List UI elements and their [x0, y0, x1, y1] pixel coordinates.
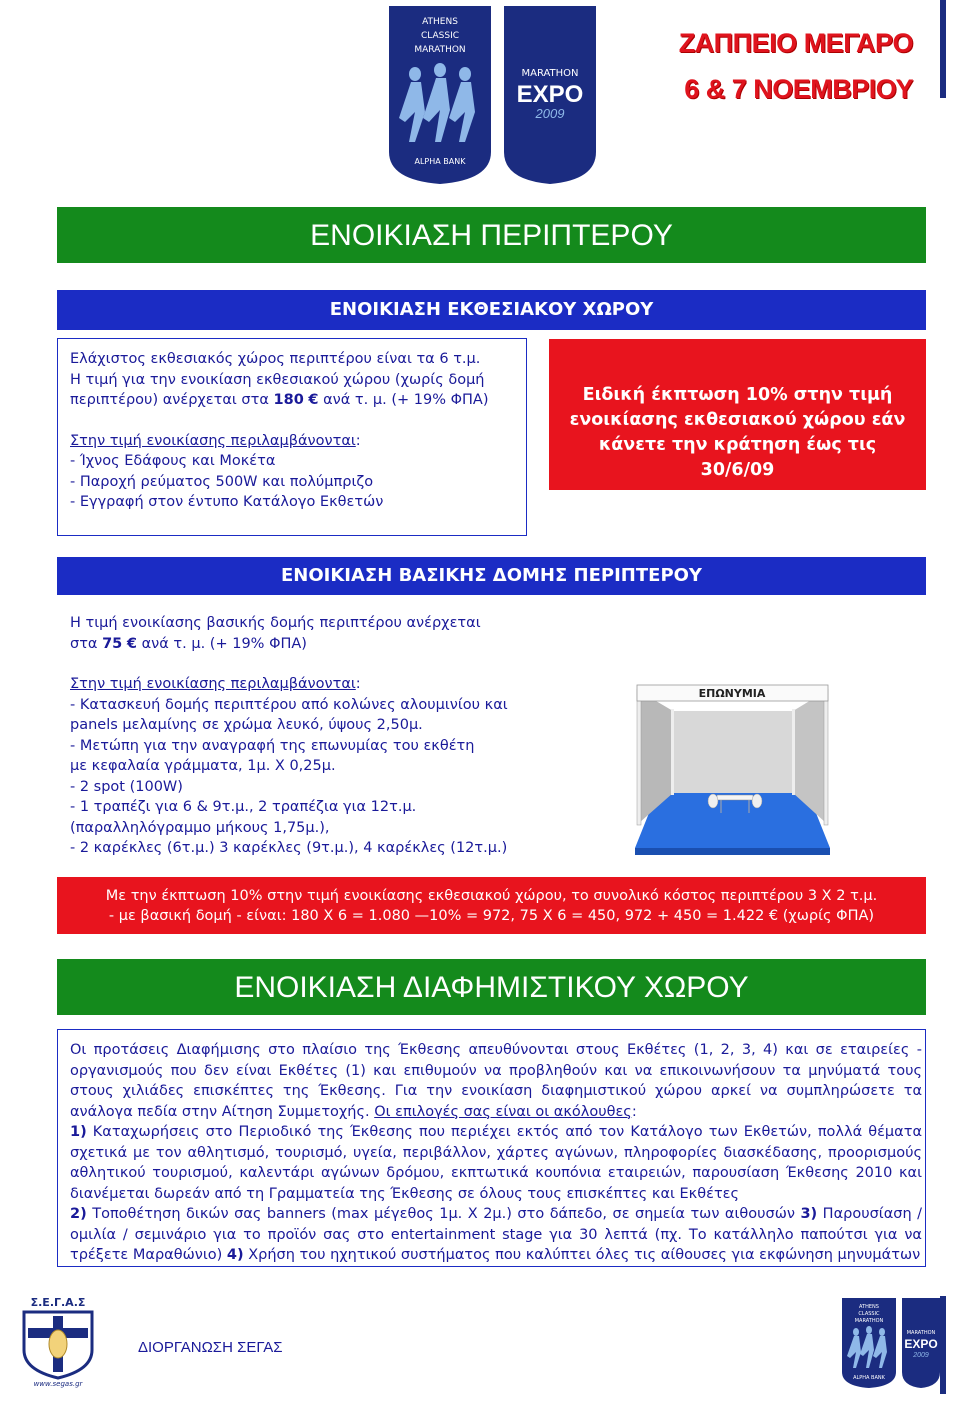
- include-item: - Μετώπη για την αναγραφή της επωνυμίας του εκθέτη: [70, 737, 475, 754]
- right-edge-rule: [940, 0, 946, 98]
- subsection-title-basic-structure: ΕΝΟΙΚΙΑΣΗ ΒΑΣΙΚΗΣ ΔΟΜΗΣ ΠΕΡΙΠΤΕΡΟΥ: [57, 557, 926, 595]
- min-space-text: Ελάχιστος εκθεσιακός χώρος περιπτέρου είναι τα 6 τ.μ.: [70, 351, 481, 367]
- svg-text:www.segas.gr: www.segas.gr: [33, 1380, 83, 1388]
- include-item: - Κατασκευή δομής περιπτέρου από κολώνες αλουμινίου και: [70, 696, 508, 713]
- include-item: - 1 τραπέζι για 6 & 9τ.μ., 2 τραπέζια για 12τ.μ.: [70, 799, 417, 815]
- svg-text:MARATHON: MARATHON: [414, 45, 466, 55]
- svg-text:2009: 2009: [535, 106, 565, 121]
- structure-price-line1: Η τιμή ενοικίασης βασικής δομής περιπτέρου ανέρχεται: [70, 615, 481, 631]
- discount-line: κάνετε την κράτηση έως τις: [598, 435, 877, 455]
- athens-marathon-logo: [385, 2, 495, 186]
- option-number: 1): [70, 1124, 87, 1140]
- option-number: 4): [226, 1247, 244, 1263]
- includes-heading: Στην τιμή ενοικίασης περιλαμβάνονται:: [70, 432, 361, 449]
- option-text: Παρουσίαση / ομιλία / σεμινάριο για το προϊόν σας στο entertainment stage για 30 λεπτά (πχ. Το κατάλληλο παπούτσι για να τρέξετε Μαραθώνιο): [70, 1206, 923, 1263]
- include-item: - Ίχνος Εδάφους και Μοκέτα: [70, 453, 276, 469]
- booth-illustration: [633, 683, 832, 864]
- price-text-line2: περιπτέρου) ανέρχεται στα 180 € ανά τ. μ. (+ 19% ΦΠΑ): [70, 392, 489, 408]
- ad-space-text: Οι προτάσεις Διαφήμισης στο πλαίσιο της Έκθεσης απευθύνονται στους Εκθέτες (1, 2, 3, 4) και σε εταιρείες - οργανισμούς που δεν είναι Εκθέτες (1) και επιθυμούν να προβληθούν και να επικοινωνήσουν τα μηνύματά τους στους χιλιάδες επισκέπτες της Έκθεσης. Για την ενοικίαση διαφημιστικού χώρου αρκεί να συμπληρώσετε τα ανάλογα πεδία στην Αίτηση Συμμετοχής. Οι επιλογές σας είναι οι ακόλουθες: 1) Καταχωρήσεις στο Περιοδικό της Έκθεσης που περιέχει εκτός από τον Κατάλογο των Εκθετών, πολλά θέματα σχετικά με τον αθλητισμό, τουρισμό, υγεία, περιβάλλον, χάρτες αγώνων, πληροφορίες διασκέδασης, προορισμούς αθλητικού τουρισμού, καλεντάρι αγώνων δρόμου, εκπτωτικά κουπόνια εταιρειών, παρουσίαση Έκθεσης 2010 και διανέμεται δωρεάν από τη Γραμματεία της Έκθεσης σε όλους τους επισκέπτες και Εκθέτες 2) Τοποθέτηση δικών σας banners (max μέγεθος 1μ. Χ 2μ.) στο δάπεδο, σε σημεία των αιθουσών 3) Παρουσίαση / ομιλία / σεμινάριο για το προϊόν σας στο entertainment stage για 30 λεπτά (πχ. Το κατάλληλο παπούτσι για να τρέξετε Μαραθώνιο) 4) Χρήση του ηχητικού συστήματος που καλύπτει όλες τις αίθουσες για εκφώνηση μηνυμάτων: [70, 1042, 923, 1263]
- space-price: 180: [273, 392, 304, 408]
- subsection-title-space-rental: ΕΝΟΙΚΙΑΣΗ ΕΚΘΕΣΙΑΚΟΥ ΧΩΡΟΥ: [57, 290, 926, 330]
- total-cost-note: [57, 877, 926, 934]
- svg-text:ATHENS: ATHENS: [859, 1304, 879, 1310]
- header-dates: 6 & 7 ΝΟΕΜΒΡΙΟΥ: [684, 74, 913, 104]
- option-number: 2): [70, 1206, 87, 1222]
- svg-text:MARATHON: MARATHON: [906, 1330, 936, 1336]
- svg-text:2009: 2009: [913, 1352, 929, 1359]
- include-item: (παραλληλόγραμμο μήκους 1,75μ.),: [70, 819, 330, 836]
- marathon-expo-logo: [500, 2, 600, 186]
- option-number: 3): [800, 1206, 818, 1222]
- include-item: panels μελαμίνης σε χρώμα λευκό, ύψους 2,50μ.: [70, 717, 423, 733]
- discount-box: [549, 339, 926, 490]
- structure-price-line2: στα 75 € ανά τ. μ. (+ 19% ΦΠΑ): [70, 635, 307, 652]
- svg-text:EXPO: EXPO: [904, 1337, 938, 1351]
- euro-symbol: €: [308, 392, 319, 408]
- organizer-label: ΔΙΟΡΓΑΝΩΣΗ ΣΕΓΑΣ: [138, 1339, 283, 1356]
- svg-text:ALPHA BANK: ALPHA BANK: [414, 157, 466, 166]
- discount-line: ενοικίασης εκθεσιακού χώρου εάν: [569, 410, 906, 430]
- options-label: Οι επιλογές σας είναι οι ακόλουθες: [374, 1103, 632, 1120]
- svg-text:MARATHON: MARATHON: [521, 68, 579, 79]
- svg-text:MARATHON: MARATHON: [854, 1318, 884, 1324]
- athens-marathon-logo-small: [840, 1296, 898, 1390]
- option-text: Χρήση του ηχητικού συστήματος που καλύπτει όλες τις αίθουσες για εκφώνηση μηνυμάτων: [248, 1247, 921, 1263]
- svg-text:CLASSIC: CLASSIC: [858, 1311, 880, 1317]
- include-item: - 2 spot (100W): [70, 778, 183, 795]
- structure-price: 75: [102, 635, 123, 652]
- ad-intro: Οι προτάσεις Διαφήμισης στο πλαίσιο της Έκθεσης απευθύνονται στους Εκθέτες (1, 2, 3, 4) και σε εταιρείες - οργανισμούς που δεν είναι Εκθέτες (1) και επιθυμούν να προβληθούν και να επικοινωνήσουν τα μηνύματά τους στους χιλιάδες επισκέπτες της Έκθεσης. Για την ενοικίαση διαφημιστικού χώρου αρκεί να συμπληρώσετε τα ανάλογα πεδία στην Αίτηση Συμμετοχής.: [70, 1042, 922, 1120]
- svg-text:ATHENS: ATHENS: [422, 17, 458, 27]
- space-rental-text: [70, 349, 520, 513]
- include-item: - Παροχή ρεύματος 500W και πολύμπριζο: [70, 473, 374, 490]
- svg-text:EXPO: EXPO: [516, 81, 584, 108]
- price-text-line1: Η τιμή για την ενοικίαση εκθεσιακού χώρου (χωρίς δομή: [70, 371, 485, 388]
- include-item: - 2 καρέκλες (6τ.μ.) 3 καρέκλες (9τ.μ.), 4 καρέκλες (12τ.μ.): [70, 840, 508, 856]
- segas-logo: [10, 1294, 106, 1388]
- include-item: - Εγγραφή στον έντυπο Κατάλογο Εκθετών: [70, 494, 384, 510]
- svg-text:CLASSIC: CLASSIC: [420, 31, 460, 41]
- svg-text:Σ.Ε.Γ.Α.Σ: Σ.Ε.Γ.Α.Σ: [30, 1296, 86, 1309]
- discount-date: 30/6/09: [700, 460, 775, 480]
- euro-symbol: €: [126, 635, 137, 652]
- basic-structure-text: [70, 613, 540, 859]
- header-venue: ΖΑΠΠΕΙΟ ΜΕΓΑΡΟ: [678, 28, 913, 58]
- cost-note-line1: Με την έκπτωση 10% στην τιμή ενοικίασης εκθεσιακού χώρου, το συνολικό κόστος περιπτέρου 3 Χ 2 τ.μ.: [105, 888, 878, 904]
- section-title-booth-rental: ΕΝΟΙΚΙΑΣΗ ΠΕΡΙΠΤΕΡΟΥ: [57, 207, 926, 263]
- discount-line: Ειδική έκπτωση 10% στην τιμή: [582, 385, 893, 405]
- svg-text:ΕΠΩΝΥΜΙΑ: ΕΠΩΝΥΜΙΑ: [698, 687, 766, 700]
- includes-heading: Στην τιμή ενοικίασης περιλαμβάνονται:: [70, 676, 361, 692]
- svg-text:ALPHA BANK: ALPHA BANK: [853, 1375, 885, 1381]
- option-text: Καταχωρήσεις στο Περιοδικό της Έκθεσης που περιέχει εκτός από τον Κατάλογο των Εκθετών, πολλά θέματα σχετικά με τον αθλητισμό, τουρισμό, υγεία, περιβάλλον, χάρτες αγώνων, πληροφορίες διασκέδασης, προορισμούς αθλητικού τουρισμού, καλεντάρι αγώνων δρόμου, εκπτωτικά κουπόνια εταιρειών, παρουσίαση Έκθεσης 2010 και διανέμεται δωρεάν από τη Γραμματεία της Έκθεσης σε όλους τους επισκέπτες και Εκθέτες: [70, 1124, 922, 1202]
- cost-note-line2: - με βασική δομή - είναι: 180 Χ 6 = 1.080 —10% = 972, 75 Χ 6 = 450, 972 + 450 = 1.422 € (χωρίς ΦΠΑ): [108, 907, 875, 924]
- section-title-ad-space: ΕΝΟΙΚΙΑΣΗ ΔΙΑΦΗΜΙΣΤΙΚΟΥ ΧΩΡΟΥ: [57, 959, 926, 1015]
- include-item: με κεφαλαία γράμματα, 1μ. Χ 0,25μ.: [70, 758, 336, 774]
- right-edge-rule-bottom: [940, 1296, 946, 1394]
- option-text: Τοποθέτηση δικών σας banners (max μέγεθος 1μ. Χ 2μ.) στο δάπεδο, σε σημεία των αιθουσών: [92, 1206, 795, 1222]
